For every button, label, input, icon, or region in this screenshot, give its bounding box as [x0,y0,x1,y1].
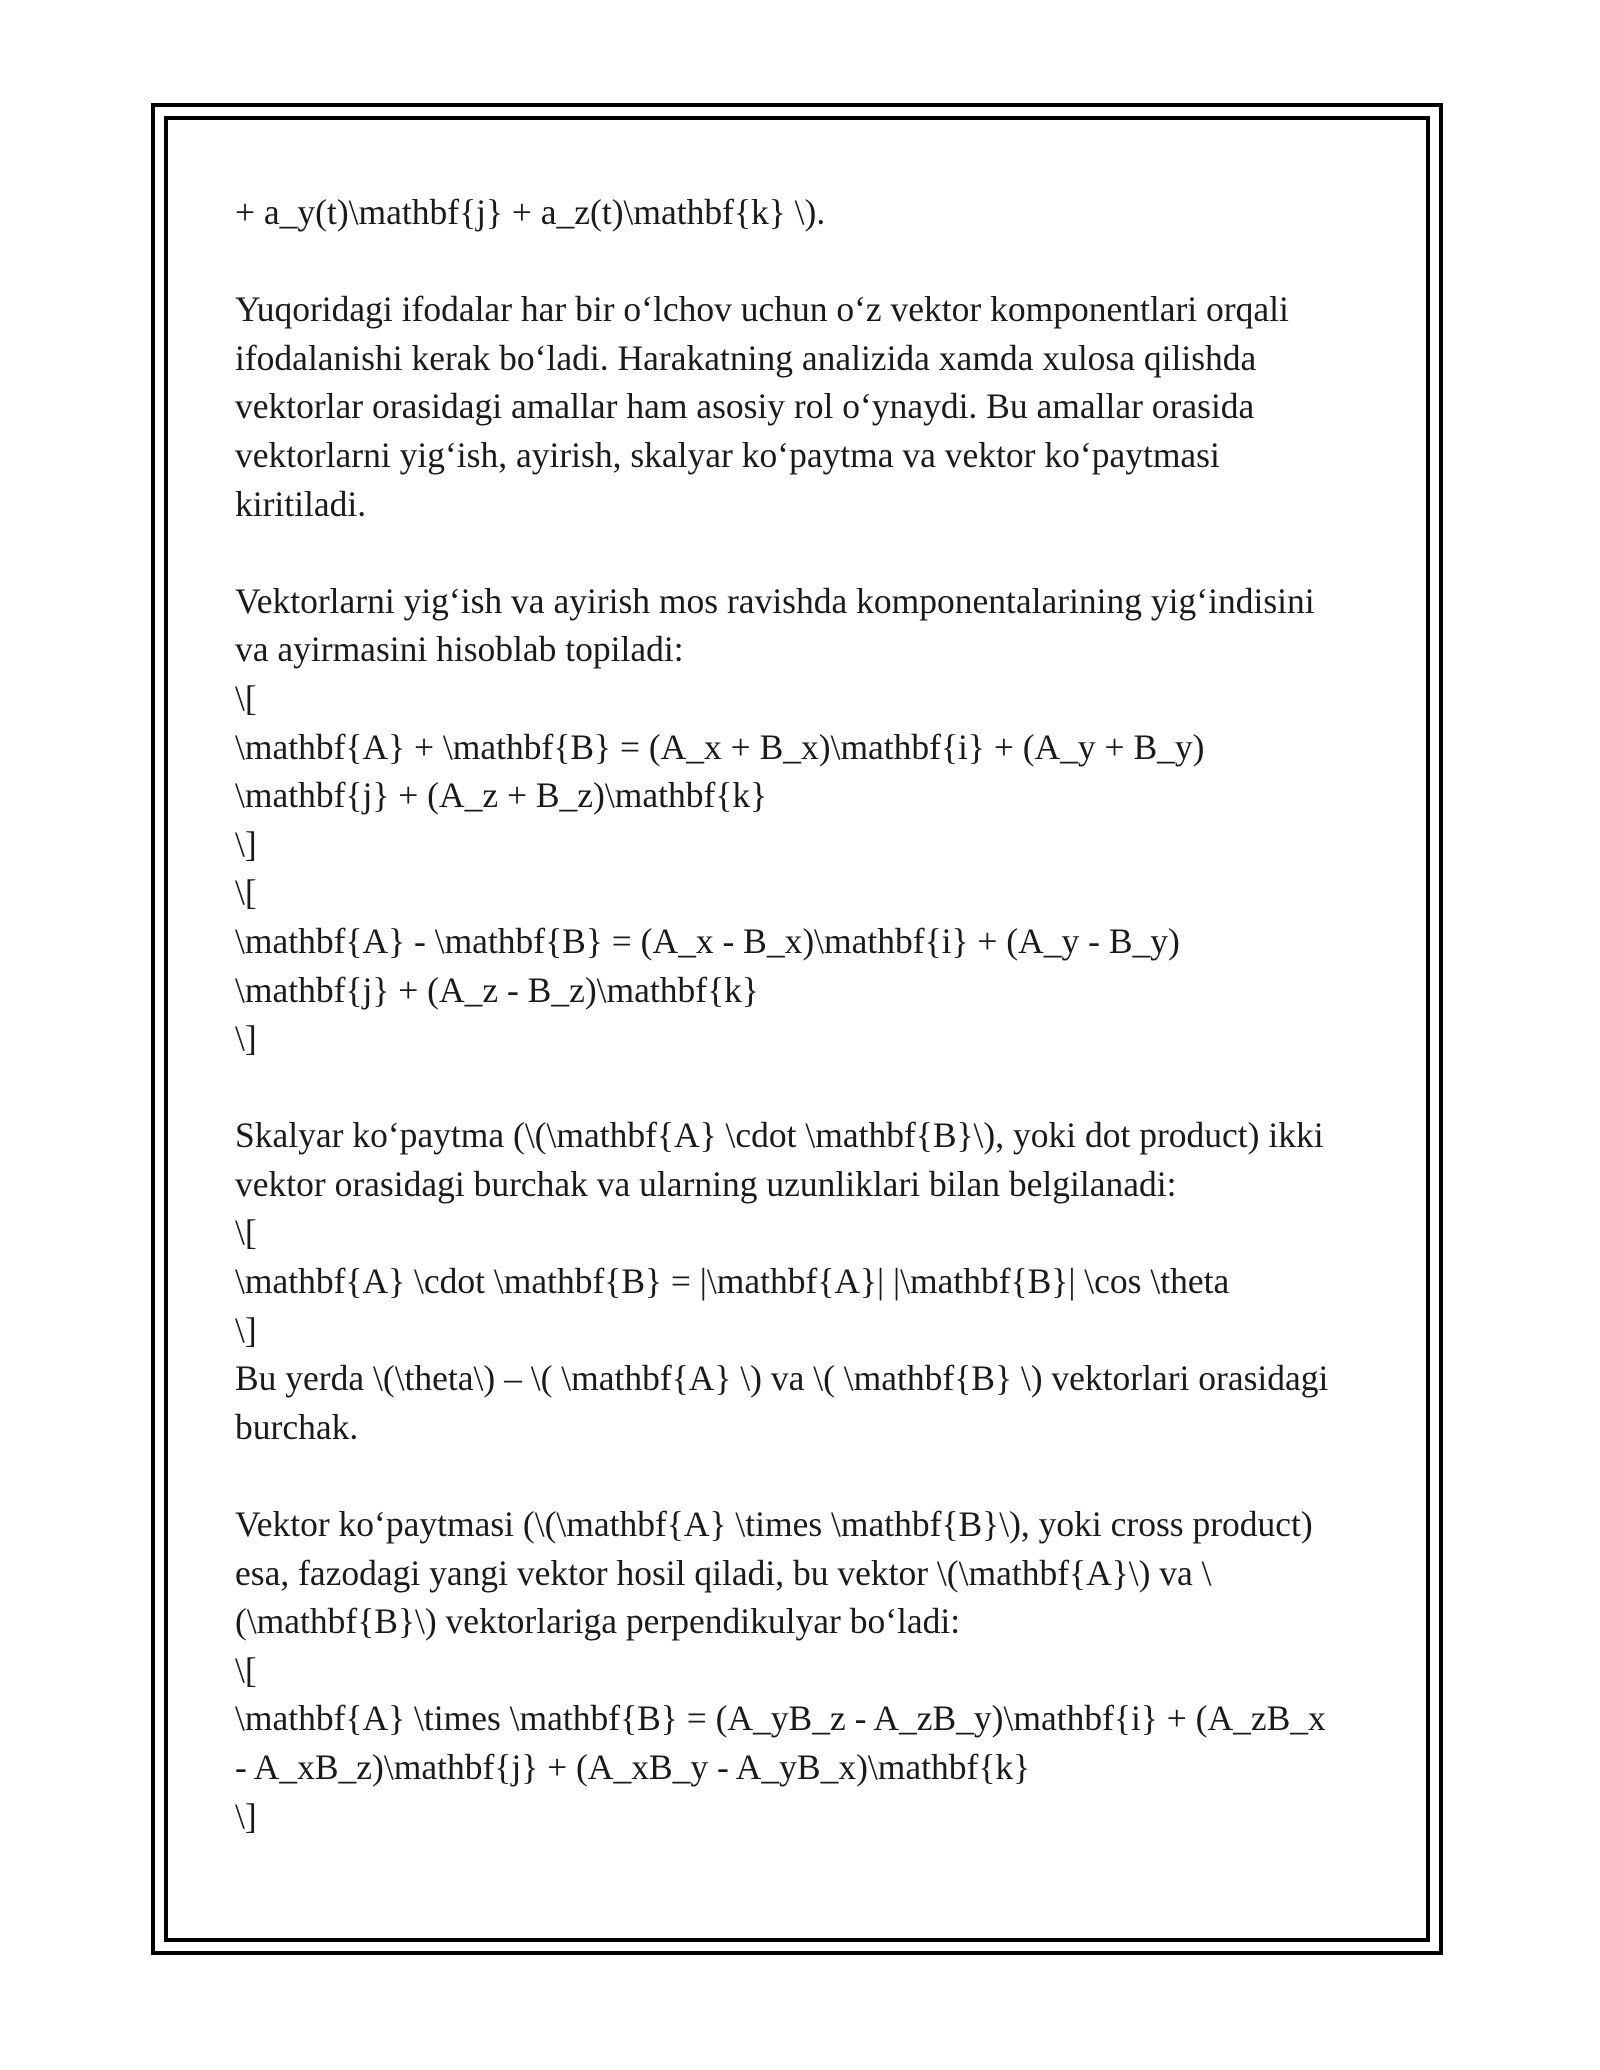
text-line: \] [235,1309,257,1350]
paragraph-spacer [235,237,1375,286]
text-line: + a_y(t)\mathbf{j} + a_z(t)\mathbf{k} \). [235,192,826,232]
paragraph-spacer [235,528,1375,577]
paragraph [235,1500,1375,1840]
paragraph [235,577,1375,1063]
text-line: Vektor ko‘paytmasi (\(\mathbf{A} \times \mathbf{B}\), yoki cross product) [235,1504,1313,1545]
text-line: Bu yerda \(\theta\) – \( \mathbf{A} \) va \( \mathbf{B} \) vektorlari orasidagi [235,1358,1329,1399]
text-line: \mathbf{j} + (A_z + B_z)\mathbf{k} [235,775,768,816]
text-line: \mathbf{A} \cdot \mathbf{B} = |\mathbf{A}| |\mathbf{B}| \cos \theta [235,1261,1230,1302]
text-line: Skalyar ko‘paytma (\(\mathbf{A} \cdot \mathbf{B}\), yoki dot product) ikki [235,1115,1324,1156]
text-line: (\mathbf{B}\) vektorlariga perpendikulyar bo‘ladi: [235,1601,961,1642]
text-line: \] [235,1018,257,1059]
text-line: \mathbf{A} \times \mathbf{B} = (A_yB_z - A_zB_y)\mathbf{i} + (A_zB_x [235,1698,1326,1739]
text-line: kiritiladi. [235,483,367,524]
text-line: Vektorlarni yig‘ish va ayirish mos ravishda komponentalarining yig‘indisini [235,580,1315,621]
text-line: va ayirmasini hisoblab topiladi: [235,629,684,670]
text-line: ifodalanishi kerak bo‘ladi. Harakatning analizida xamda xulosa qilishda [235,337,1257,378]
paragraph-spacer [235,1451,1375,1500]
text-line: \[ [235,1212,257,1253]
paragraph [235,188,1375,237]
text-line: vektorlar orasidagi amallar ham asosiy rol o‘ynaydi. Bu amallar orasida [235,386,1255,427]
text-line: \mathbf{j} + (A_z - B_z)\mathbf{k} [235,969,759,1010]
text-line: vektorlarni yig‘ish, ayirish, skalyar ko‘paytma va vektor ko‘paytmasi [235,434,1220,475]
text-line: burchak. [235,1406,359,1447]
text-line: vektor orasidagi burchak va ularning uzunliklari bilan belgilanadi: [235,1163,1177,1204]
paragraph [235,1111,1375,1451]
text-line: \[ [235,872,257,913]
document-body [235,188,1375,1840]
text-line: \] [235,823,257,864]
text-line: - A_xB_z)\mathbf{j} + (A_xB_y - A_yB_x)\mathbf{k} [235,1747,1031,1787]
text-line: \mathbf{A} + \mathbf{B} = (A_x + B_x)\mathbf{i} + (A_y + B_y) [235,726,1205,767]
paragraph [235,285,1375,528]
text-line: \[ [235,1649,257,1690]
text-line: \] [235,1795,257,1836]
text-line: \mathbf{A} - \mathbf{B} = (A_x - B_x)\mathbf{i} + (A_y - B_y) [235,920,1180,961]
text-line: \[ [235,677,257,718]
text-line: esa, fazodagi yangi vektor hosil qiladi, bu vektor \(\mathbf{A}\) va \ [235,1552,1212,1593]
paragraph-spacer [235,1063,1375,1112]
text-line: Yuqoridagi ifodalar har bir o‘lchov uchun o‘z vektor komponentlari orqali [235,289,1289,330]
